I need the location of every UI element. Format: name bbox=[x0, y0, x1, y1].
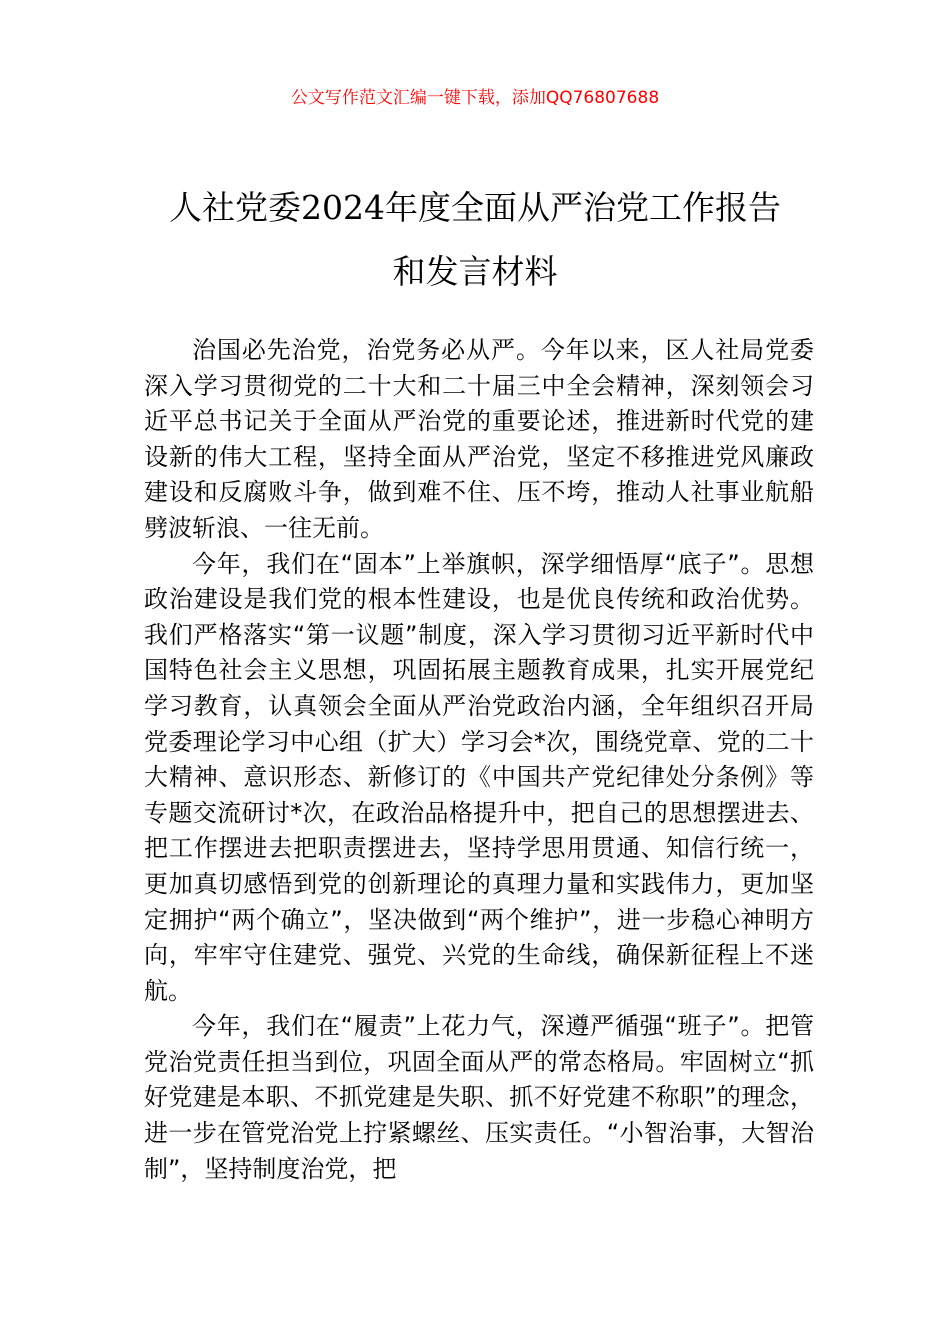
title-line-2: 和发言材料 bbox=[392, 252, 558, 291]
title-line-1: 人社党委2024年度全面从严治党工作报告 bbox=[169, 188, 781, 227]
paragraph-2: 今年，我们在“固本”上举旗帜，深学细悟厚“底子”。思想政治建设是我们党的根本性建设，也是优良传统和政治优势。我们严格落实“第一议题”制度，深入学习贯彻习近平新时代中国特色社会主义思想，巩固拓展主题教育成果，扎实开展党纪学习教育，认真领会全面从严治党政治内涵，全年组织召开局党委理论学习中心组（扩大）学习会*次，围绕党章、党的二十大精神、意识形态、新修订的《中国共产党纪律处分条例》等专题交流研讨*次，在政治品格提升中，把自己的思想摆进去、把工作摆进去把职责摆进去，坚持学思用贯通、知信行统一，更加真切感悟到党的创新理论的真理力量和实践伟力，更加坚定拥护“两个确立”，坚决做到“两个维护”，进一步稳心神明方向，牢牢守住建党、强党、兴党的生命线，确保新征程上不迷航。 bbox=[144, 549, 814, 1005]
download-banner: 公文写作范文汇编一键下载，添加QQ76807688 bbox=[290, 88, 660, 108]
document-body bbox=[144, 333, 814, 1187]
paragraph-1: 治国必先治党，治党务必从严。今年以来，区人社局党委深入学习贯彻党的二十大和二十届三中全会精神，深刻领会习近平总书记关于全面从严治党的重要论述，推进新时代党的建设新的伟大工程，坚持全面从严治党，坚定不移推进党风廉政建设和反腐败斗争，做到难不住、压不垮，推动人社事业航船劈波斩浪、一往无前。 bbox=[144, 336, 814, 542]
document-title bbox=[0, 176, 950, 304]
paragraph-3: 今年，我们在“履责”上花力气，深遵严循强“班子”。把管党治党责任担当到位，巩固全面从严的常态格局。牢固树立“抓好党建是本职、不抓党建是失职、抓不好党建不称职”的理念，进一步在管党治党上拧紧螺丝、压实责任。“小智治事，大智治制”，坚持制度治党，把 bbox=[144, 1012, 814, 1183]
